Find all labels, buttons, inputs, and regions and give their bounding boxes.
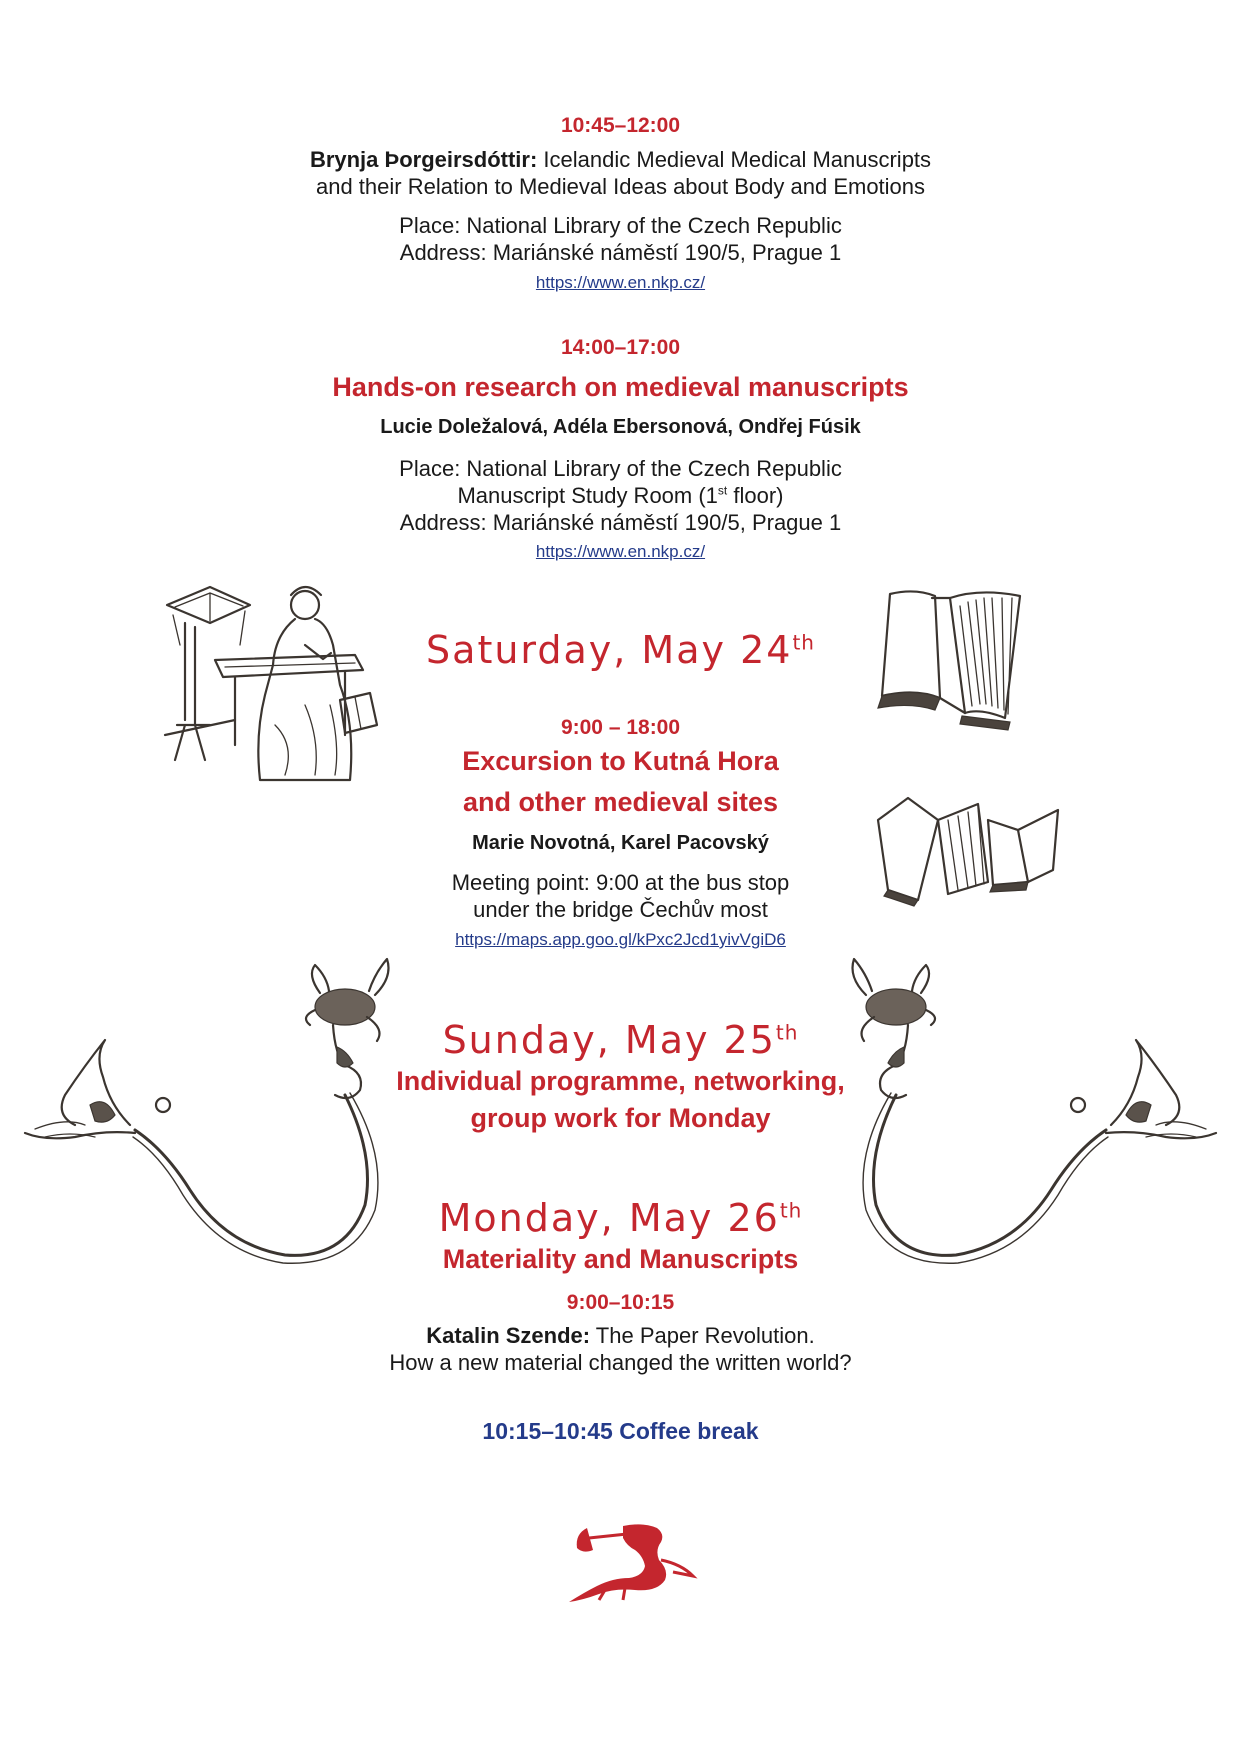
speaker-name: Brynja Þorgeirsdóttir:	[309, 147, 538, 172]
talk-title-line: Icelandic Medieval Medical Manuscripts	[537, 147, 932, 172]
session-title: Excursion to Kutná Hora	[462, 746, 779, 776]
open-books-drawing	[870, 588, 1030, 738]
session-time: 10:45–12:00	[560, 114, 681, 137]
session-title: Individual programme, networking,	[396, 1066, 845, 1096]
day-heading: Sunday, May 25th	[442, 1018, 799, 1062]
day-heading: Monday, May 26th	[438, 1196, 803, 1240]
talk-title-line: How a new material changed the written world?	[389, 1350, 852, 1375]
scribe-at-desk-drawing	[155, 575, 380, 800]
talk-title-line: and their Relation to Medieval Ideas about Body and Emotions	[315, 174, 926, 199]
session-time: 9:00–10:15	[566, 1291, 675, 1314]
meeting-point: Meeting point: 9:00 at the bus stop	[451, 870, 790, 895]
session-title: group work for Monday	[470, 1103, 771, 1133]
session-time: 14:00–17:00	[560, 336, 681, 359]
organiser-names: Marie Novotná, Karel Pacovský	[472, 832, 769, 854]
website-link[interactable]: https://www.en.nkp.cz/	[535, 273, 706, 292]
speaker-name: Katalin Szende:	[426, 1323, 591, 1348]
session-title: and other medieval sites	[462, 787, 779, 817]
folded-books-drawing	[868, 790, 1068, 910]
coffee-break: 10:15–10:45 Coffee break	[482, 1418, 759, 1444]
theme-title: Materiality and Manuscripts	[442, 1244, 799, 1274]
day-heading: Saturday, May 24th	[426, 628, 815, 672]
address: Address: Mariánské náměstí 190/5, Prague 1	[399, 240, 842, 265]
place: Place: National Library of the Czech Republic	[399, 456, 842, 481]
website-link[interactable]: https://www.en.nkp.cz/	[535, 542, 706, 561]
session-time: 9:00 – 18:00	[560, 716, 681, 739]
organiser-names: Lucie Doležalová, Adéla Ebersonová, Ondřej Fúsik	[380, 416, 861, 438]
meeting-point: under the bridge Čechův most	[473, 897, 768, 922]
hare-creature-drawing	[806, 955, 1226, 1265]
map-link[interactable]: https://maps.app.goo.gl/kPxc2Jcd1yivVgiD6	[455, 930, 786, 949]
talk-title: Katalin Szende: The Paper Revolution.	[426, 1323, 815, 1348]
room: Manuscript Study Room (1st floor)	[457, 483, 784, 508]
session-title: Hands-on research on medieval manuscripts	[332, 372, 909, 402]
creature-with-axe-logo	[565, 1520, 700, 1605]
hare-creature-drawing	[15, 955, 435, 1265]
talk-title	[0, 147, 1241, 173]
address: Address: Mariánské náměstí 190/5, Prague 1	[399, 510, 842, 535]
place: Place: National Library of the Czech Republic	[399, 213, 842, 238]
